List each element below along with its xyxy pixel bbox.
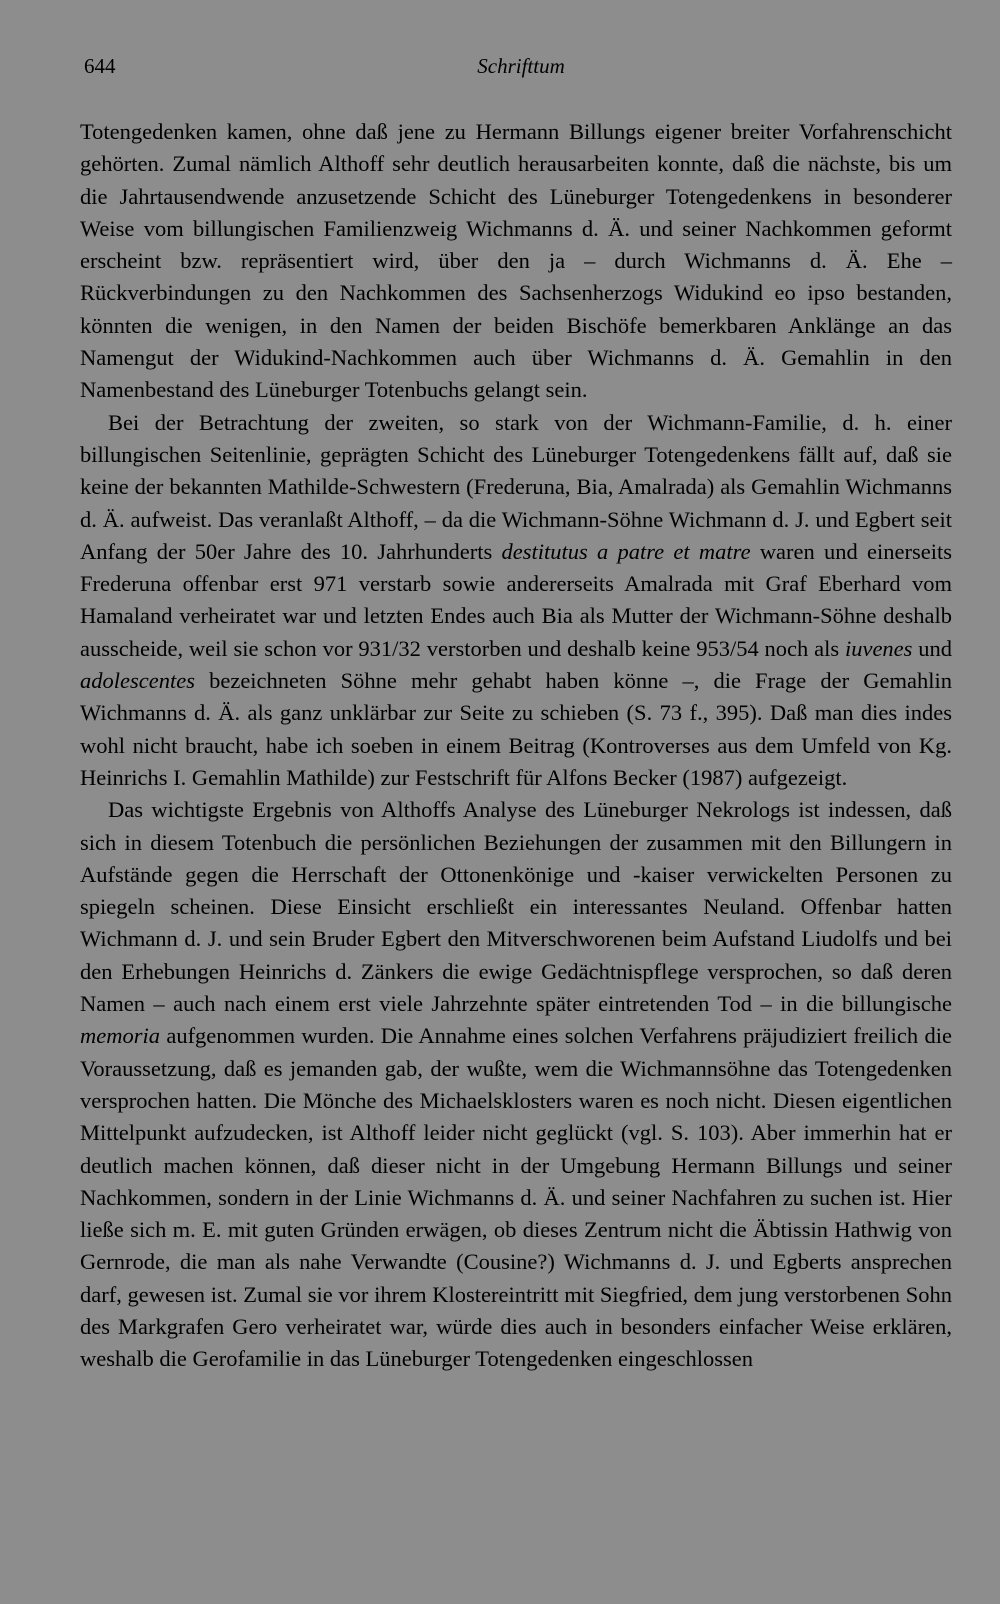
- latin-term: iuvenes: [844, 635, 913, 661]
- paragraph: [80, 794, 952, 1375]
- body-text: [80, 116, 952, 1376]
- text-segment: Bei der Betrachtung der zweiten, so stark von der Wichmann-Familie, d. h. einer billungischen Seitenlinie, geprägten Schicht des Lüneburger Totengedenkens fällt auf, daß sie keine der bekannten Mathilde-Schwestern (Frederuna, Bia, Amalrada) als Gemahlin Wichmanns d. Ä. aufweist. Das veranlaßt Althoff, – da die Wichmann-Söhne Wichmann d. J. und Egbert seit Anfang der 50er Jahre des 10. Jahrhunderts: [80, 409, 952, 564]
- text-segment: und: [912, 635, 952, 661]
- text-segment: bezeichneten Söhne mehr gehabt haben könne –, die Frage der Gemahlin Wichmanns d. Ä. als ganz unklärbar zur Seite zu schieben (S. 73 f., 395). Daß man dies indes wohl nicht braucht, habe ich soeben in einem Beitrag (Kontroverses aus dem Umfeld von Kg. Heinrichs I. Gemahlin Mathilde) zur Festschrift für Alfons Becker (1987) aufgezeigt.: [80, 668, 952, 790]
- running-head: [84, 50, 958, 82]
- text-segment: aufgenommen wurden. Die Annahme eines solchen Verfahrens präjudiziert freilich die Voraussetzung, daß es jemanden gab, der wußte, wem die Wichmannsöhne das Totengedenken versprochen hatten. Die Mönche des Michaelsklosters waren es noch nicht. Diesen eigentlichen Mittelpunkt aufzudecken, ist Althoff leider nicht geglückt (vgl. S. 103). Aber immerhin hat er deutlich machen können, daß dieser nicht in der Umgebung Hermann Billungs und seiner Nachkommen, sondern in der Linie Wichmanns d. Ä. und seiner Nachfahren zu suchen ist. Hier ließe sich m. E. mit guten Gründen erwägen, ob dieses Zentrum nicht die Äbtissin Hathwig von Gernrode, die man als nahe Verwandte (Cousine?) Wichmanns d. J. und Egberts ansprechen darf, gewesen ist. Zumal sie vor ihrem Klostereintritt mit Siegfried, dem jung verstorbenen Sohn des Markgrafen Gero verheiratet war, würde dies auch in besonders einfacher Weise erklären, weshalb die Gerofamilie in das Lüneburger Totengedenken eingeschlossen: [80, 1023, 952, 1372]
- text-segment: Das wichtigste Ergebnis von Althoffs Analyse des Lüneburger Nekrologs ist indessen, daß sich in diesem Totenbuch die persönlichen Beziehungen der zusammen mit den Billungern in Aufstände gegen die Herrschaft der Ottonenkönige und -kaiser verwickelten Personen zu spiegeln scheinen. Diese Einsicht erschließt ein interessantes Neuland. Offenbar hatten Wichmann d. J. und sein Bruder Egbert den Mitverschworenen beim Aufstand Liudolfs und bei den Erhebungen Heinrichs d. Zänkers die ewige Gedächtnispflege versprochen, so daß deren Namen – auch nach einem erst viele Jahrzehnte später eintretenden Tod – in die billungische: [80, 797, 952, 1017]
- latin-term: memoria: [80, 1023, 160, 1049]
- running-title: Schrifttum: [477, 54, 565, 78]
- latin-phrase: destitutus a patre et matre: [501, 538, 751, 564]
- text-segment: waren und einerseits Frederuna offenbar erst 971 verstarb sowie andererseits Amalrada mit Graf Eberhard vom Hamaland verheiratet war und letzten Endes auch Bia als Mutter der Wichmann-Söhne deshalb ausscheide, weil sie schon vor 931/32 verstorben und deshalb keine 953/54 noch als: [80, 538, 952, 661]
- paragraph: [80, 116, 952, 407]
- latin-term: adolescentes: [80, 668, 195, 694]
- paragraph: [80, 407, 952, 795]
- text-segment: Totengedenken kamen, ohne daß jene zu Hermann Billungs eigener breiter Vorfahrenschicht gehörten. Zumal nämlich Althoff sehr deutlich herausarbeiten konnte, daß die nächste, bis um die Jahrtausendwende anzusetzende Schicht des Lüneburger Totengedenkens in besonderer Weise vom billungischen Familienzweig Wichmanns d. Ä. und seiner Nachkommen geformt erscheint bzw. repräsentiert wird, über den ja – durch Wichmanns d. Ä. Ehe – Rückverbindungen zu den Nachkommen des Sachsenherzogs Widukind eo ipso bestanden, könnten die wenigen, in den Namen der beiden Bischöfe bemerkbaren Anklänge an das Namengut der Widukind-Nachkommen auch über Wichmanns d. Ä. Gemahlin in den Namenbestand des Lüneburger Totenbuchs gelangt sein.: [80, 119, 952, 403]
- page-number: 644: [84, 54, 116, 78]
